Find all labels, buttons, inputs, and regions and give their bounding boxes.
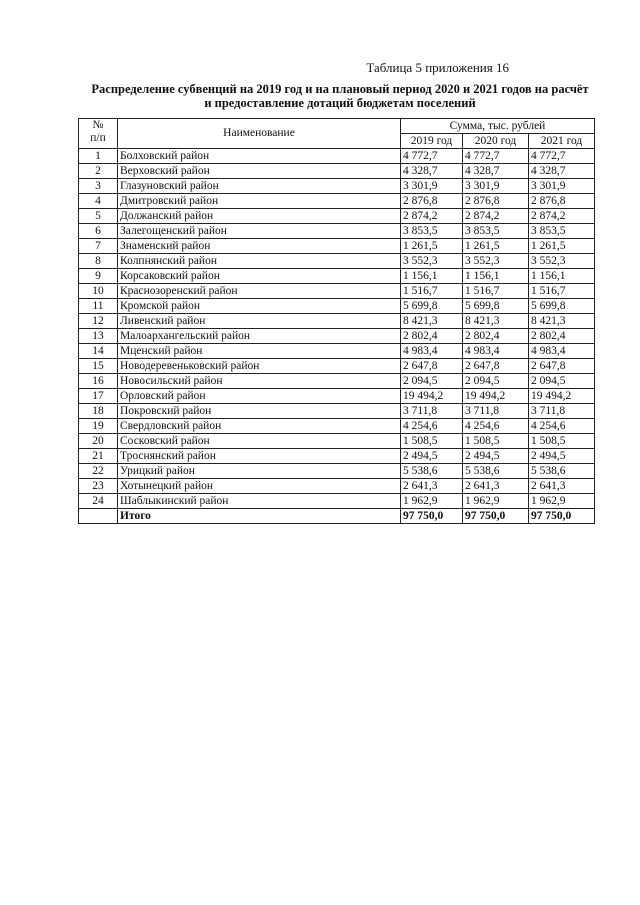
total-number: [79, 509, 118, 524]
row-value-2019: 2 876,8: [401, 194, 463, 209]
row-value-2019: 8 421,3: [401, 314, 463, 329]
row-value-2021: 3 301,9: [529, 179, 595, 194]
row-number: 14: [79, 344, 118, 359]
row-name: Новодеревеньковский район: [118, 359, 401, 374]
row-number: 11: [79, 299, 118, 314]
row-value-2020: 3 552,3: [463, 254, 529, 269]
table-row: [79, 164, 595, 179]
row-name: Верховский район: [118, 164, 401, 179]
row-value-2019: 2 494,5: [401, 449, 463, 464]
table-row: [79, 419, 595, 434]
row-name: Сосковский район: [118, 434, 401, 449]
document-title: [70, 82, 610, 110]
row-value-2020: 2 876,8: [463, 194, 529, 209]
row-value-2019: 2 094,5: [401, 374, 463, 389]
table-row: [79, 464, 595, 479]
table-row: [79, 344, 595, 359]
row-value-2021: 2 641,3: [529, 479, 595, 494]
row-value-2020: 8 421,3: [463, 314, 529, 329]
row-number: 1: [79, 149, 118, 164]
row-value-2021: 3 853,5: [529, 224, 595, 239]
row-value-2021: 19 494,2: [529, 389, 595, 404]
row-number: 13: [79, 329, 118, 344]
row-value-2020: 5 538,6: [463, 464, 529, 479]
row-value-2019: 4 254,6: [401, 419, 463, 434]
row-value-2021: 3 711,8: [529, 404, 595, 419]
table-row: [79, 239, 595, 254]
row-value-2020: 4 983,4: [463, 344, 529, 359]
row-name: Краснозоренский район: [118, 284, 401, 299]
row-name: Покровский район: [118, 404, 401, 419]
row-value-2019: 1 508,5: [401, 434, 463, 449]
row-value-2020: 4 328,7: [463, 164, 529, 179]
table-row: [79, 314, 595, 329]
row-name: Залегощенский район: [118, 224, 401, 239]
row-value-2019: 1 516,7: [401, 284, 463, 299]
row-number: 20: [79, 434, 118, 449]
row-value-2020: 5 699,8: [463, 299, 529, 314]
row-value-2019: 5 699,8: [401, 299, 463, 314]
row-number: 23: [79, 479, 118, 494]
row-value-2019: 4 983,4: [401, 344, 463, 359]
title-line-1: Распределение субвенций на 2019 год и на плановый период 2020 и 2021 годов на расчёт: [91, 82, 589, 96]
table-row: [79, 254, 595, 269]
row-value-2021: 5 699,8: [529, 299, 595, 314]
header-year-2020: 2020 год: [463, 134, 529, 149]
table-row: [79, 374, 595, 389]
table-row: [79, 194, 595, 209]
table-row: [79, 389, 595, 404]
table-row: [79, 479, 595, 494]
row-value-2020: 19 494,2: [463, 389, 529, 404]
row-number: 5: [79, 209, 118, 224]
row-number: 21: [79, 449, 118, 464]
row-name: Урицкий район: [118, 464, 401, 479]
row-value-2021: 4 772,7: [529, 149, 595, 164]
row-name: Шаблыкинский район: [118, 494, 401, 509]
header-sum: Сумма, тыс. рублей: [401, 119, 595, 134]
row-name: Малоархангельский район: [118, 329, 401, 344]
row-value-2021: 2 647,8: [529, 359, 595, 374]
header-name: Наименование: [118, 119, 401, 149]
row-value-2021: 2 494,5: [529, 449, 595, 464]
row-value-2020: 4 772,7: [463, 149, 529, 164]
row-name: Глазуновский район: [118, 179, 401, 194]
row-value-2019: 3 711,8: [401, 404, 463, 419]
row-value-2019: 3 301,9: [401, 179, 463, 194]
row-value-2021: 4 983,4: [529, 344, 595, 359]
row-value-2021: 1 962,9: [529, 494, 595, 509]
row-number: 16: [79, 374, 118, 389]
row-value-2020: 2 647,8: [463, 359, 529, 374]
row-value-2020: 1 516,7: [463, 284, 529, 299]
row-value-2019: 2 647,8: [401, 359, 463, 374]
row-number: 18: [79, 404, 118, 419]
row-name: Ливенский район: [118, 314, 401, 329]
row-value-2020: 1 962,9: [463, 494, 529, 509]
total-row: [79, 509, 595, 524]
table-row: [79, 434, 595, 449]
total-value-2020: 97 750,0: [463, 509, 529, 524]
subventions-table: [78, 118, 595, 524]
row-value-2020: 1 156,1: [463, 269, 529, 284]
table-row: [79, 224, 595, 239]
row-value-2020: 2 094,5: [463, 374, 529, 389]
row-number: 15: [79, 359, 118, 374]
table-row: [79, 209, 595, 224]
row-number: 2: [79, 164, 118, 179]
row-name: Знаменский район: [118, 239, 401, 254]
row-value-2021: 4 254,6: [529, 419, 595, 434]
row-number: 24: [79, 494, 118, 509]
table-row: [79, 329, 595, 344]
row-name: Дмитровский район: [118, 194, 401, 209]
table-body: [79, 149, 595, 524]
row-value-2021: 2 094,5: [529, 374, 595, 389]
row-name: Должанский район: [118, 209, 401, 224]
row-value-2019: 2 874,2: [401, 209, 463, 224]
header-row-1: [79, 119, 595, 134]
row-value-2020: 3 711,8: [463, 404, 529, 419]
total-label: Итого: [118, 509, 401, 524]
row-number: 10: [79, 284, 118, 299]
row-name: Болховский район: [118, 149, 401, 164]
table-row: [79, 449, 595, 464]
row-value-2021: 3 552,3: [529, 254, 595, 269]
table-row: [79, 149, 595, 164]
row-name: Хотынецкий район: [118, 479, 401, 494]
row-number: 6: [79, 224, 118, 239]
table-row: [79, 284, 595, 299]
row-value-2021: 4 328,7: [529, 164, 595, 179]
row-value-2019: 5 538,6: [401, 464, 463, 479]
row-value-2019: 2 802,4: [401, 329, 463, 344]
row-value-2020: 2 494,5: [463, 449, 529, 464]
row-name: Орловский район: [118, 389, 401, 404]
title-line-2: и предоставление дотаций бюджетам поселений: [204, 96, 476, 110]
row-value-2021: 2 874,2: [529, 209, 595, 224]
row-number: 12: [79, 314, 118, 329]
total-value-2019: 97 750,0: [401, 509, 463, 524]
row-value-2020: 1 261,5: [463, 239, 529, 254]
row-value-2019: 4 328,7: [401, 164, 463, 179]
row-number: 22: [79, 464, 118, 479]
row-value-2021: 2 876,8: [529, 194, 595, 209]
row-value-2021: 2 802,4: [529, 329, 595, 344]
table-row: [79, 404, 595, 419]
row-name: Новосильский район: [118, 374, 401, 389]
row-value-2021: 1 156,1: [529, 269, 595, 284]
row-number: 8: [79, 254, 118, 269]
header-number-line2: п/п: [90, 132, 106, 144]
row-value-2020: 3 301,9: [463, 179, 529, 194]
row-number: 9: [79, 269, 118, 284]
row-number: 7: [79, 239, 118, 254]
row-value-2019: 1 962,9: [401, 494, 463, 509]
row-value-2019: 19 494,2: [401, 389, 463, 404]
row-number: 17: [79, 389, 118, 404]
row-value-2019: 2 641,3: [401, 479, 463, 494]
row-name: Кромской район: [118, 299, 401, 314]
row-name: Корсаковский район: [118, 269, 401, 284]
row-value-2019: 3 552,3: [401, 254, 463, 269]
row-name: Мценский район: [118, 344, 401, 359]
row-value-2021: 1 508,5: [529, 434, 595, 449]
row-number: 4: [79, 194, 118, 209]
header-number: [79, 119, 118, 149]
row-value-2021: 1 516,7: [529, 284, 595, 299]
total-value-2021: 97 750,0: [529, 509, 595, 524]
row-value-2020: 2 874,2: [463, 209, 529, 224]
table-row: [79, 179, 595, 194]
row-value-2020: 2 641,3: [463, 479, 529, 494]
row-number: 19: [79, 419, 118, 434]
table-caption: Таблица 5 приложения 16: [366, 60, 509, 75]
row-name: Свердловский район: [118, 419, 401, 434]
table-row: [79, 494, 595, 509]
row-value-2021: 8 421,3: [529, 314, 595, 329]
row-value-2021: 1 261,5: [529, 239, 595, 254]
row-name: Троснянский район: [118, 449, 401, 464]
row-value-2019: 1 261,5: [401, 239, 463, 254]
header-number-line1: №: [92, 119, 104, 131]
row-value-2019: 4 772,7: [401, 149, 463, 164]
row-value-2019: 3 853,5: [401, 224, 463, 239]
header-year-2019: 2019 год: [401, 134, 463, 149]
row-value-2020: 2 802,4: [463, 329, 529, 344]
header-year-2021: 2021 год: [529, 134, 595, 149]
row-number: 3: [79, 179, 118, 194]
row-value-2020: 1 508,5: [463, 434, 529, 449]
row-value-2020: 3 853,5: [463, 224, 529, 239]
table-row: [79, 269, 595, 284]
row-name: Колпнянский район: [118, 254, 401, 269]
row-value-2019: 1 156,1: [401, 269, 463, 284]
table-row: [79, 359, 595, 374]
row-value-2021: 5 538,6: [529, 464, 595, 479]
table-row: [79, 299, 595, 314]
row-value-2020: 4 254,6: [463, 419, 529, 434]
